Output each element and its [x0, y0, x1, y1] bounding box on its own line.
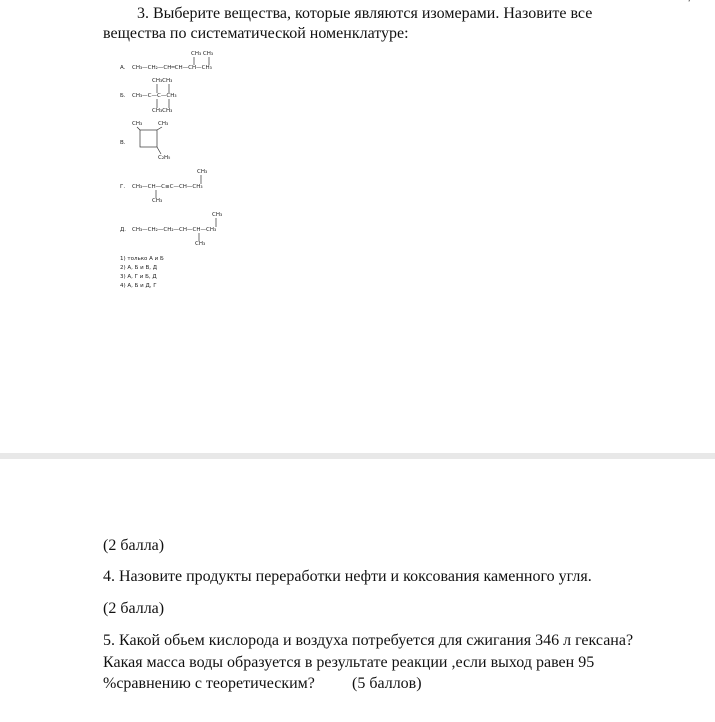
page-2 — [0, 459, 715, 722]
structure-b-top: CH₃CH₃ — [152, 78, 173, 84]
structure-b-main: CH₃—C—C—CH₃ — [132, 93, 177, 99]
structure-v-sub-left: CH₃ — [132, 121, 143, 127]
question-3-line-2: вещества по систематической номенклатуре: — [103, 25, 409, 42]
points-label-3: (5 баллов) — [352, 675, 422, 692]
structure-d-bottom: CH₃ — [195, 241, 206, 247]
structure-a-top: CH₃ CH₃ — [191, 51, 214, 57]
structure-v-sub-bottom: C₂H₅ — [158, 155, 171, 161]
structure-g-bottom: CH₃ — [152, 198, 163, 204]
points-label-1: (2 балла) — [103, 537, 165, 554]
question-5-line-3: %сравнению с теоретическим? — [103, 675, 315, 692]
structure-v-sub-right: CH₃ — [158, 121, 169, 127]
answer-option-1: 1) только А и Б — [120, 256, 164, 262]
structure-a-label: А. — [120, 65, 126, 71]
answer-option-2: 2) А, Б и В, Д — [120, 265, 158, 271]
structure-a-main: CH₃—CH₂—CH═CH—CH—CH₃ — [132, 65, 212, 71]
structure-v-label: В. — [120, 140, 126, 146]
question-3-line-1: 3. Выберите вещества, которые являются изомерами. Назовите все — [137, 5, 593, 22]
question-4: 4. Назовите продукты переработки нефти и коксования каменного угля. — [103, 568, 592, 585]
structure-g-label: Г. — [120, 184, 126, 190]
answer-option-3: 3) А, Г и Б, Д — [120, 274, 157, 280]
structure-d-label: Д. — [120, 227, 127, 233]
answer-option-4: 4) А, Б и Д, Г — [120, 283, 157, 289]
structure-b-bottom: CH₃CH₃ — [152, 108, 173, 114]
structure-d-main: CH₃—CH₂—CH₂—CH—CH—CH₃ — [132, 227, 217, 233]
structure-g-top: CH₃ — [197, 169, 208, 175]
structure-g-main: CH₃—CH—C≡C—CH—CH₃ — [132, 184, 203, 190]
question-5-line-2: Какая масса воды образуется в результате реакции ,если выход равен 95 — [103, 654, 595, 671]
question-5-line-1: 5. Какой обьем кислорода и воздуха потребуется для сжигания 346 л гексана? — [103, 632, 634, 649]
structure-d-top: CH₃ — [212, 212, 223, 218]
points-label-2: (2 балла) — [103, 600, 165, 617]
structure-b-label: Б. — [120, 93, 126, 99]
